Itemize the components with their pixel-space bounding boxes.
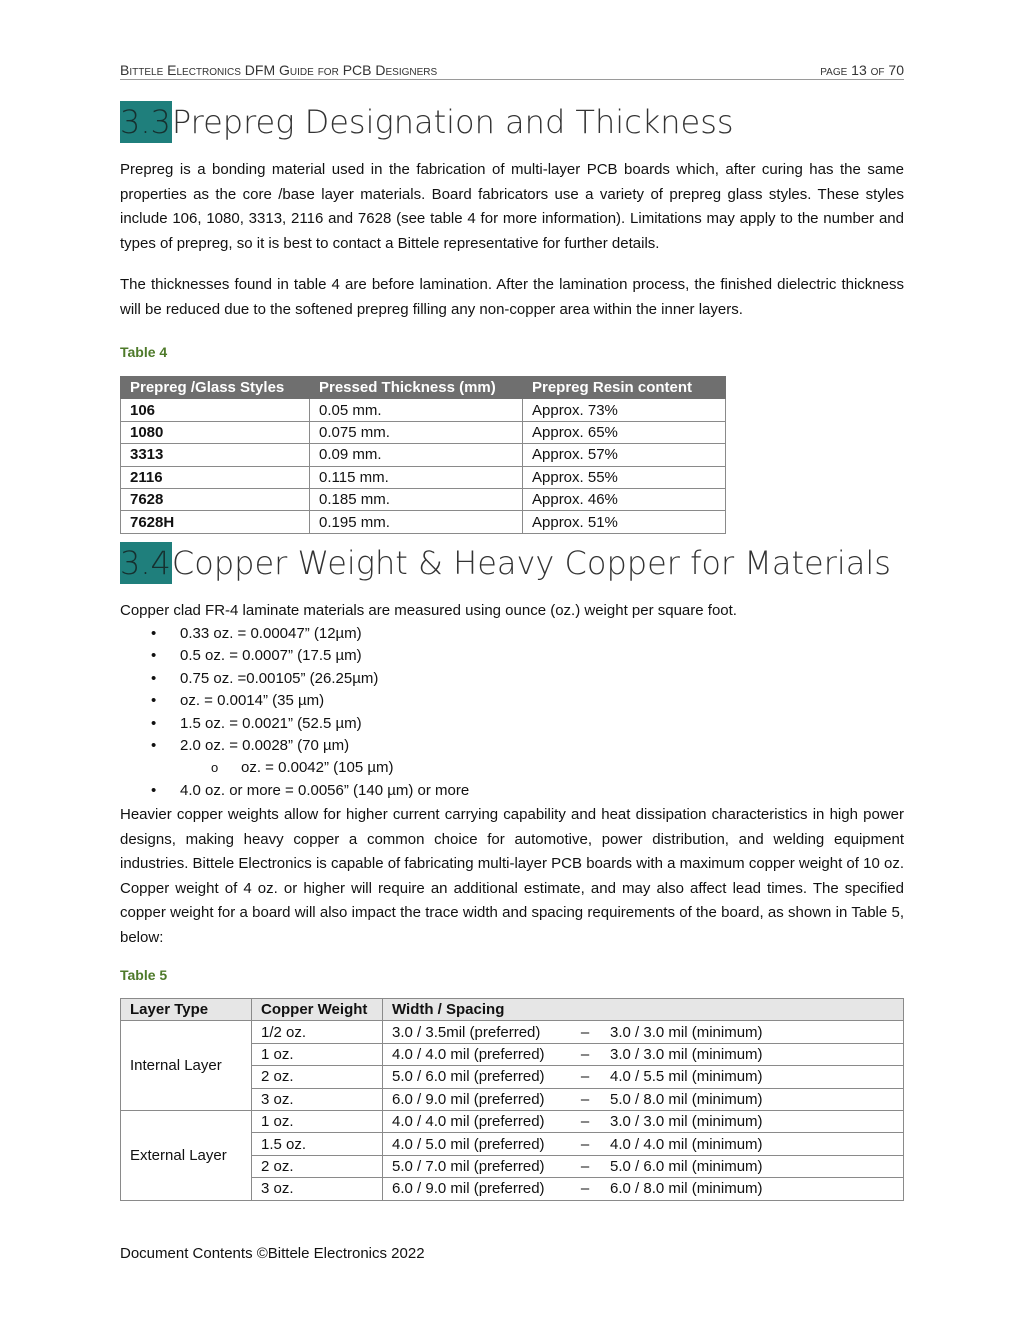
cell-layer-type: External Layer xyxy=(121,1110,252,1200)
preferred-value: 4.0 / 4.0 mil (preferred) xyxy=(392,1113,545,1131)
minimum-value: 3.0 / 3.0 mil (minimum) xyxy=(610,1113,763,1131)
preferred-value: 5.0 / 7.0 mil (preferred) xyxy=(392,1157,545,1175)
cell-width-spacing xyxy=(383,1043,904,1065)
minimum-value: 3.0 / 3.0 mil (minimum) xyxy=(610,1023,763,1041)
cell-copper-weight: 2 oz. xyxy=(252,1155,383,1177)
table-4 xyxy=(120,376,726,534)
cell-glass-style: 106 xyxy=(121,399,310,421)
section-3-3-heading xyxy=(120,101,734,145)
copper-weight-list xyxy=(120,623,904,802)
column-header: Layer Type xyxy=(121,999,252,1021)
table-5-caption: Table 5 xyxy=(120,967,168,983)
table-5 xyxy=(120,998,904,1201)
preferred-value: 5.0 / 6.0 mil (preferred) xyxy=(392,1068,545,1086)
cell-copper-weight: 3 oz. xyxy=(252,1178,383,1200)
page-header xyxy=(120,62,904,80)
cell-resin: Approx. 57% xyxy=(523,444,726,466)
list-item-text: 0.75 oz. =0.00105” (26.25µm) xyxy=(180,669,379,687)
cell-width-spacing xyxy=(383,1133,904,1155)
column-header: Width / Spacing xyxy=(383,999,904,1021)
cell-thickness: 0.05 mm. xyxy=(310,399,523,421)
minimum-value: 5.0 / 8.0 mil (minimum) xyxy=(610,1090,763,1108)
cell-width-spacing xyxy=(383,1110,904,1132)
cell-width-spacing xyxy=(383,1066,904,1088)
dash-separator: – xyxy=(580,1113,590,1131)
dash-separator: – xyxy=(580,1180,590,1198)
preferred-value: 3.0 / 3.5mil (preferred) xyxy=(392,1023,541,1041)
header-title: Bittele Electronics DFM Guide for PCB Designers xyxy=(120,62,438,78)
dash-separator: – xyxy=(580,1157,590,1175)
cell-width-spacing xyxy=(383,1021,904,1043)
cell-resin: Approx. 46% xyxy=(523,488,726,510)
dash-separator: – xyxy=(580,1135,590,1153)
preferred-value: 4.0 / 5.0 mil (preferred) xyxy=(392,1135,545,1153)
column-header: Copper Weight xyxy=(252,999,383,1021)
minimum-value: 3.0 / 3.0 mil (minimum) xyxy=(610,1045,763,1063)
bullet-icon: • xyxy=(151,714,157,732)
preferred-value: 6.0 / 9.0 mil (preferred) xyxy=(392,1090,545,1108)
column-header: Pressed Thickness (mm) xyxy=(310,377,523,399)
cell-thickness: 0.075 mm. xyxy=(310,421,523,443)
cell-width-spacing xyxy=(383,1155,904,1177)
bullet-icon: • xyxy=(151,781,157,799)
section-number: 3.4 xyxy=(120,544,171,582)
dash-separator: – xyxy=(580,1090,590,1108)
cell-thickness: 0.195 mm. xyxy=(310,511,523,533)
list-item-text: 0.33 oz. = 0.00047” (12µm) xyxy=(180,625,362,642)
list-item xyxy=(120,713,904,735)
list-item-text: 0.5 oz. = 0.0007” (17.5 µm) xyxy=(180,647,362,665)
table-row xyxy=(121,444,726,466)
minimum-value: 4.0 / 4.0 mil (minimum) xyxy=(610,1135,763,1153)
table-row xyxy=(121,1110,904,1132)
column-header: Prepreg /Glass Styles xyxy=(121,377,310,399)
list-item-text: oz. = 0.0042” (105 µm) xyxy=(241,759,394,777)
table-4-caption: Table 4 xyxy=(120,344,168,360)
list-item xyxy=(120,645,904,667)
section-3-4-heading xyxy=(120,542,891,586)
cell-copper-weight: 1/2 oz. xyxy=(252,1021,383,1043)
list-item-text: 4.0 oz. or more = 0.0056” (140 µm) or more xyxy=(180,781,470,799)
sub-bullet-icon: o xyxy=(211,760,219,776)
header-page-info xyxy=(820,62,904,78)
cell-resin: Approx. 73% xyxy=(523,399,726,421)
bullet-icon: • xyxy=(151,625,157,642)
header-page-total: 70 xyxy=(888,62,904,78)
cell-thickness: 0.09 mm. xyxy=(310,444,523,466)
table-row xyxy=(121,488,726,510)
section-3-3-paragraph-2: The thicknesses found in table 4 are before lamination. After the lamination process, the finished dielectric thickness will be reduced due to the softened prepreg filling any non-copper area within the inner layers. xyxy=(120,276,904,318)
section-3-3-paragraph-1: Prepreg is a bonding material used in the fabrication of multi-layer PCB boards which, after curing has the same properties as the core /base layer materials. Board fabricators use a variety of prepreg glass styles. These styles include 106, 1080, 3313, 2116 and 7628 (see table 4 for more information). Limitations may apply to the number and types of prepreg, so it is best to contact a Bittele representative for further details. xyxy=(120,161,904,252)
preferred-value: 4.0 / 4.0 mil (preferred) xyxy=(392,1045,545,1063)
table-row xyxy=(121,466,726,488)
cell-copper-weight: 2 oz. xyxy=(252,1066,383,1088)
list-item-text: 2.0 oz. = 0.0028” (70 µm) xyxy=(180,736,350,754)
cell-thickness: 0.115 mm. xyxy=(310,466,523,488)
list-item-text: oz. = 0.0014” (35 µm) xyxy=(180,692,325,710)
minimum-value: 4.0 / 5.5 mil (minimum) xyxy=(610,1068,763,1086)
list-item-text: 1.5 oz. = 0.0021” (52.5 µm) xyxy=(180,714,362,732)
column-header: Prepreg Resin content xyxy=(523,377,726,399)
cell-glass-style: 3313 xyxy=(121,444,310,466)
bullet-icon: • xyxy=(151,669,157,687)
cell-glass-style: 2116 xyxy=(121,466,310,488)
cell-glass-style: 1080 xyxy=(121,421,310,443)
section-title: Prepreg Designation and Thickness xyxy=(171,103,734,141)
table-row xyxy=(121,399,726,421)
minimum-value: 6.0 / 8.0 mil (minimum) xyxy=(610,1180,763,1198)
cell-layer-type: Internal Layer xyxy=(121,1021,252,1111)
table-row xyxy=(121,1021,904,1043)
cell-copper-weight: 1.5 oz. xyxy=(252,1133,383,1155)
table-header-row xyxy=(121,999,904,1021)
dash-separator: – xyxy=(580,1023,590,1041)
cell-thickness: 0.185 mm. xyxy=(310,488,523,510)
table-row xyxy=(121,511,726,533)
preferred-value: 6.0 / 9.0 mil (preferred) xyxy=(392,1180,545,1198)
bullet-icon: • xyxy=(151,692,157,710)
dash-separator: – xyxy=(580,1068,590,1086)
list-item xyxy=(120,757,904,779)
list-item xyxy=(120,690,904,712)
section-3-4-intro: Copper clad FR-4 laminate materials are measured using ounce (oz.) weight per square foot. xyxy=(120,602,737,619)
list-item xyxy=(120,668,904,690)
table-header-row xyxy=(121,377,726,399)
cell-copper-weight: 3 oz. xyxy=(252,1088,383,1110)
list-item xyxy=(120,735,904,757)
bullet-icon: • xyxy=(151,736,157,754)
cell-copper-weight: 1 oz. xyxy=(252,1043,383,1065)
minimum-value: 5.0 / 6.0 mil (minimum) xyxy=(610,1157,763,1175)
list-item xyxy=(120,780,904,802)
section-3-4-paragraph-2: Heavier copper weights allow for higher current carrying capability and heat dissipation characteristics in high power designs, making heavy copper a common choice for automotive, power distribution, and welding equipment industries. Bittele Electronics is capable of fabricating multi-layer PCB boards with a maximum copper weight of 10 oz. Copper weight of 4 oz. or higher will require an additional estimate, and may also affect lead times. The specified copper weight for a board will also impact the trace width and spacing requirements of the board, as shown in Table 5, below: xyxy=(120,806,904,946)
bullet-icon: • xyxy=(151,647,157,665)
cell-width-spacing xyxy=(383,1178,904,1200)
cell-copper-weight: 1 oz. xyxy=(252,1110,383,1132)
dash-separator: – xyxy=(580,1045,590,1063)
cell-resin: Approx. 51% xyxy=(523,511,726,533)
table-row xyxy=(121,421,726,443)
cell-glass-style: 7628H xyxy=(121,511,310,533)
page-footer: Document Contents ©Bittele Electronics 2022 xyxy=(120,1245,425,1262)
list-item xyxy=(120,623,904,645)
cell-resin: Approx. 65% xyxy=(523,421,726,443)
section-title: Copper Weight & Heavy Copper for Materials xyxy=(171,544,891,582)
header-page-label: page xyxy=(820,62,848,78)
cell-width-spacing xyxy=(383,1088,904,1110)
header-page-number: 13 xyxy=(851,62,867,78)
header-of-label: of xyxy=(870,62,885,78)
section-number: 3.3 xyxy=(120,103,171,141)
cell-glass-style: 7628 xyxy=(121,488,310,510)
cell-resin: Approx. 55% xyxy=(523,466,726,488)
